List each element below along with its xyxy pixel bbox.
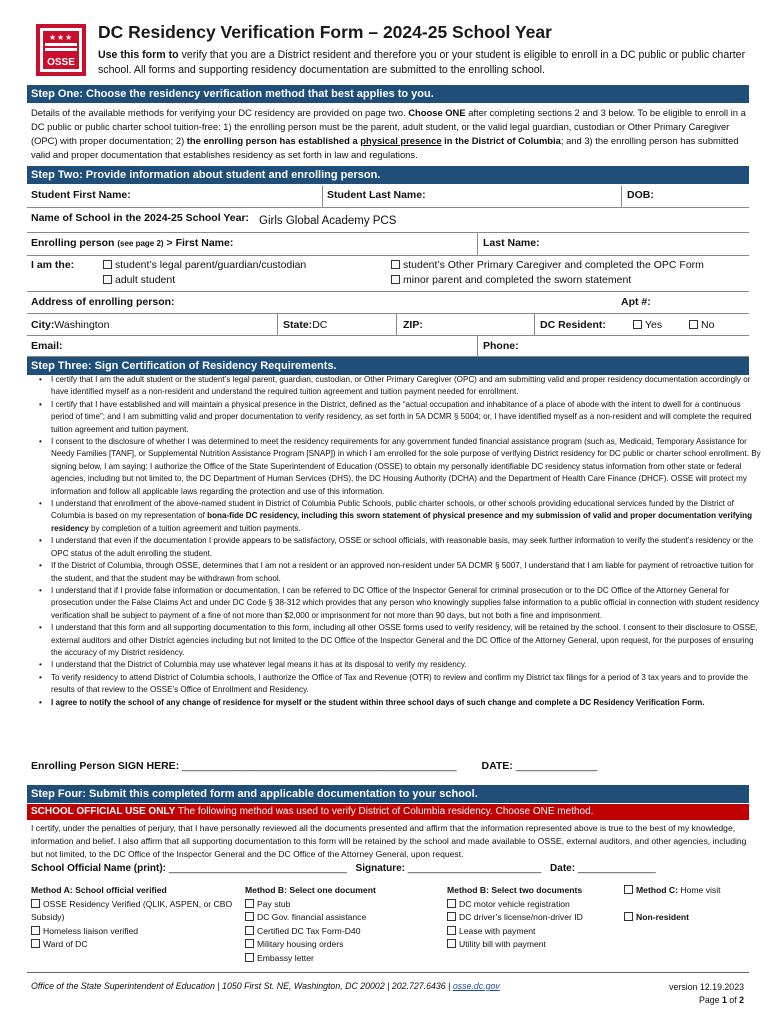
logo-text: OSSE <box>47 57 75 68</box>
address-label[interactable]: Address of enrolling person: <box>31 296 175 308</box>
enrolling-person-row <box>27 233 749 256</box>
student-last-name-label[interactable]: Student Last Name: <box>327 189 426 201</box>
step-three-heading: Step Three: Sign Certification of Residency Requirements. <box>27 357 749 375</box>
method-b2-option[interactable]: Lease with payment <box>447 925 617 939</box>
list-item: • I understand that even if the documentation I provide appears to be satisfactory, OSSE or school officials, with reasonable basis, may seek further information to verify the student’s residency or the OPC status of the adult enrolling the student. <box>39 535 761 560</box>
step-four-heading: Step Four: Submit this completed form and applicable documentation to your school. <box>27 785 749 803</box>
school-official-banner: SCHOOL OFFICIAL USE ONLY The following method was used to verify District of Columbia residency. Choose ONE method. <box>27 804 749 820</box>
official-signature-field[interactable]: ________________________ <box>407 863 542 874</box>
list-item: • I understand that the District of Columbia may use whatever legal means it has at its disposal to verify my residency. <box>39 659 761 671</box>
phone-label[interactable]: Phone: <box>483 340 519 352</box>
page-number: Page 1 of 2 <box>698 995 744 1005</box>
list-item: • I understand that enrollment of the above-named student in District of Columbia Public Schools, public charter schools, or other schools providing educational services funded by the District of Columbia is based on my representation of bona-fide DC residency, including this sworn statement of physical presence and my submission of valid and proper documentation verifying residency by completion of a tuition agreement and tuition payments. <box>39 498 761 535</box>
list-item: • I certify that I am the adult student or the student’s legal parent, guardian, custodian, or Other Primary Caregiver (OPC) and am submitting valid and proper residency documentation accordingly or have identified myself as a non-resident and understand the required tuition agreement and tuition payment needed for enrollment. <box>39 374 761 399</box>
step-two-heading: Step Two: Provide information about student and enrolling person. <box>27 166 749 184</box>
list-item: • I understand that this form and all supporting documentation to this form, including all other OSSE forms used to verify residency, will be retained by the school. I consent to their disclosure to OSSE, external auditors and other District agencies including but not limited to the DC Office of the Inspector General and the DC Office of the Attorney General, upon request, for the purposes of ensuring the accuracy of my District residency. <box>39 622 761 659</box>
school-name-field[interactable]: Girls Global Academy PCS <box>259 215 397 227</box>
step-one-heading: Step One: Choose the residency verification method that best applies to you. <box>27 85 749 103</box>
intro-text: Use this form to verify that you are a District resident and therefore you or your student is eligible to enroll in a DC public or public charter school. All forms and supporting residency documentation are submitted to the enrolling school. <box>98 49 746 76</box>
method-b1-option[interactable]: Pay stub <box>245 898 435 912</box>
contact-row <box>27 336 749 357</box>
checkbox-yes[interactable] <box>633 320 642 329</box>
signature-line: Enrolling Person SIGN HERE: _______________________________________________ DATE: ______________ <box>31 760 598 772</box>
city-row <box>27 314 749 336</box>
non-resident-option[interactable]: Non-resident <box>624 911 749 925</box>
method-b1-option[interactable]: Certified DC Tax Form-D40 <box>245 925 435 939</box>
city-field[interactable]: City:Washington <box>31 319 110 331</box>
list-item: • If the District of Columbia, through OSSE, determines that I am not a resident or an approved non-resident under 5A DCMR § 5007, I understand that I am liable for payment of retroactive tuition for the student, and that the student may be withdrawn from school. <box>39 560 761 585</box>
list-item: • I understand that if I provide false information or documentation, I can be referred to DC Office of the Inspector General for criminal prosecution or to the DC Office of the Attorney General for prosecution under the False Claims Act and under DC Code § 38-312 which provides that any person who knowingly supplies false information to a public official in connection with student residency verification shall be subject to payment of a fine of not more than $2,000 or imprisonment for not more than 90 days, but not both a fine and imprisonment. <box>39 585 761 622</box>
method-a-option[interactable]: Homeless liaison verified <box>31 925 241 939</box>
method-b1-option[interactable]: Military housing orders <box>245 938 435 952</box>
method-b2-option[interactable]: Utility bill with payment <box>447 938 617 952</box>
osse-logo <box>36 24 86 76</box>
option-adult-student[interactable]: adult student <box>103 274 175 286</box>
zip-label[interactable]: ZIP: <box>403 319 423 331</box>
svg-text:★: ★ <box>65 33 73 42</box>
option-minor-parent[interactable]: minor parent and completed the sworn statement <box>391 274 631 286</box>
method-b2-option[interactable]: DC driver’s license/non-driver ID <box>447 911 617 925</box>
version-label: version 12.19.2023 <box>669 982 744 992</box>
official-date-field[interactable]: ______________ <box>577 863 656 874</box>
relationship-row <box>27 256 749 292</box>
method-a-option[interactable]: Ward of DC <box>31 938 241 952</box>
list-item: • I consent to the disclosure of whether I was determined to meet the residency requirements for any government funded financial assistance program (such as, Medicaid, Temporary Assistance for Needy Families [TANF], or Supplemental Nutrition Assistance Program [SNAP]) in which I am enrolled for the sole purpose of verifying District residency for DC public or charter school enrollment. By signing below, I am saying: I authorize the Office of the State Superintendent of Education (OSSE) to obtain my personally identifiable DC residency status information from other state or federal agencies, including but not limited to, the DC Department of Human Services (DHS), the DC Housing Authority (DCHA) and the Department of Health Care Finance (DHCF). OSSE will protect my information and follow all applicable laws regarding the protection and use of this information. <box>39 436 761 498</box>
dc-resident-label: DC Resident: <box>540 319 606 331</box>
address-row <box>27 292 749 314</box>
method-b1-column <box>245 884 435 965</box>
method-c-column <box>624 884 749 924</box>
method-a-option[interactable]: OSSE Residency Verified (QLIK, ASPEN, or CBO Subsidy) <box>31 898 233 922</box>
certification-list <box>27 374 761 709</box>
version-info <box>669 981 744 1007</box>
email-label[interactable]: Email: <box>31 340 63 352</box>
footer-address: Office of the State Superintendent of Education | 1050 First St. NE, Washington, DC 20002 | 202.727.6436 | osse.dc.gov <box>31 981 500 991</box>
official-signature-line: School Official Name (print): ________________________________ Signature: ________________________ Date: ______________ <box>31 863 656 874</box>
method-a-heading: Method A: School official verified <box>31 885 167 895</box>
svg-text:★: ★ <box>49 33 57 42</box>
checkbox-legal-parent[interactable] <box>103 260 112 269</box>
date-field[interactable]: ______________ <box>515 760 598 772</box>
checkbox-minor-parent[interactable] <box>391 275 400 284</box>
method-b1-heading: Method B: Select one document <box>245 885 376 895</box>
signature-field[interactable]: _______________________________________________ <box>182 760 457 772</box>
list-item: • I certify that I have established and will maintain a physical presence in the District, defined as the “actual occupation and inhabitance of a place of abode with the intent to dwell for a continuous period of time”; and I am submitting valid and proper documentation to verify residency, as set forth in 5A DCMR § 5004; or, I have identified myself as a non-resident and will complete the required tuition agreement and tuition payment. <box>39 399 761 436</box>
list-item: • To verify residency to attend District of Columbia schools, I authorize the Office of Tax and Revenue (OTR) to review and confirm my District tax filings for a period of 3 tax years and to provide the results of that review to the OSSE’s Office of Enrollment and Residency. <box>39 672 761 697</box>
resident-no-option[interactable]: No <box>689 319 714 331</box>
checkbox-opc[interactable] <box>391 260 400 269</box>
list-item: • I agree to notify the school of any change of residence for myself or the student within three school days of such change and complete a DC Residency Verification Form. <box>39 697 761 709</box>
osse-link[interactable]: osse.dc.gov <box>452 981 500 991</box>
resident-yes-option[interactable]: Yes <box>633 319 662 331</box>
checkbox-no[interactable] <box>689 320 698 329</box>
school-row <box>27 208 749 233</box>
enrolling-first-name-label[interactable]: Enrolling person (see page 2) > First Name: <box>31 237 234 249</box>
apt-label[interactable]: Apt #: <box>621 296 651 308</box>
method-b1-option[interactable]: Embassy letter <box>245 952 435 966</box>
student-name-row <box>27 186 749 208</box>
footer-divider <box>27 972 749 973</box>
official-name-field[interactable]: ________________________________ <box>168 863 347 874</box>
method-b1-option[interactable]: DC Gov. financial assistance <box>245 911 435 925</box>
svg-text:★: ★ <box>57 33 65 42</box>
school-name-label: Name of School in the 2024-25 School Year: <box>31 212 250 224</box>
method-b2-heading: Method B: Select two documents <box>447 885 583 895</box>
option-legal-parent[interactable]: student’s legal parent/guardian/custodian <box>103 259 306 271</box>
step-one-details: Details of the available methods for verifying your DC residency are provided on page two. Choose ONE after completing sections 2 and 3 below. To be eligible to enroll in a DC public or public charter school tuition-free: 1) the enrolling person must be the parent, adult student, or the valid legal guardian, custodian or Other Primary Caregiver (OPC) with proper documentation; 2) the enrolling person has established a physical presence in the District of Columbia; and 3) the enrolling person has submitted valid and proper documentation that establishes residency as set forth in law and regulations. <box>31 107 746 160</box>
method-a-column <box>31 884 241 952</box>
state-field[interactable]: State:DC <box>283 319 328 331</box>
option-opc[interactable]: student’s Other Primary Caregiver and completed the OPC Form <box>391 259 704 271</box>
method-c-option[interactable]: Method C: Home visit <box>624 884 749 898</box>
i-am-label: I am the: <box>31 259 75 271</box>
checkbox-adult-student[interactable] <box>103 275 112 284</box>
method-b2-column <box>447 884 617 952</box>
enrolling-last-name-label[interactable]: Last Name: <box>483 237 540 249</box>
official-certification: I certify, under the penalties of perjury, that I have personally reviewed all the documents presented and affirm that the information represented above is true to the best of my knowledge, information and belief. I also affirm that all supporting documentation to this form will be retained by the school and made available to OSSE, external auditors, and other agencies, including but not limited, to the DC Office of the Inspector General and the DC Office of the Attorney General, upon request. <box>31 823 747 859</box>
method-b2-option[interactable]: DC motor vehicle registration <box>447 898 617 912</box>
form-title: DC Residency Verification Form – 2024-25 School Year <box>98 22 552 42</box>
student-first-name-label[interactable]: Student First Name: <box>31 189 131 201</box>
dob-label[interactable]: DOB: <box>627 189 654 201</box>
